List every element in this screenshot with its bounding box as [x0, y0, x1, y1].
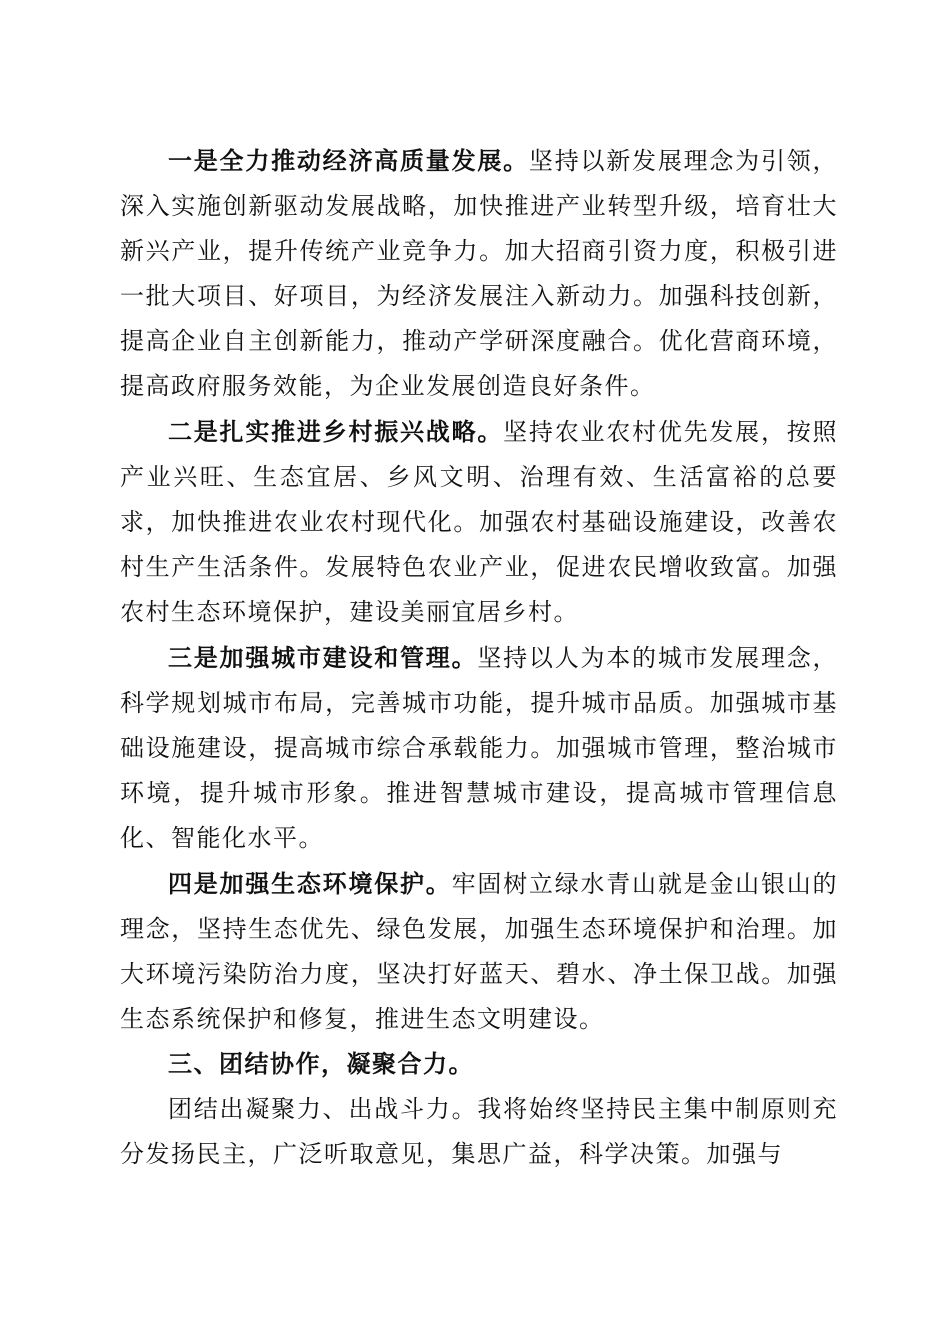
- paragraph-ecology: [120, 861, 838, 1042]
- paragraph-lead: 一是全力推动经济高质量发展。: [168, 146, 529, 175]
- document-body: [120, 138, 838, 1177]
- paragraph-text: 坚持以人为本的城市发展理念，科学规划城市布局，完善城市功能，提升城市品质。加强城市基础设施建设，提高城市综合承载能力。加强城市管理，整治城市环境，提升城市形象。推进智慧城市建设，提高城市管理信息化、智能化水平。: [120, 644, 838, 852]
- paragraph-urban: [120, 635, 838, 861]
- paragraph-economy: [120, 138, 838, 409]
- paragraph-lead: 四是加强生态环境保护。: [168, 869, 452, 898]
- paragraph-rural: [120, 409, 838, 635]
- paragraph-lead: 二是扎实推进乡村振兴战略。: [168, 417, 504, 446]
- paragraph-text: 坚持以新发展理念为引领，深入实施创新驱动发展战略，加快推进产业转型升级，培育壮大新兴产业，提升传统产业竞争力。加大招商引资力度，积极引进一批大项目、好项目，为经济发展注入新动力。加强科技创新，提高企业自主创新能力，推动产学研深度融合。优化营商环境，提高政府服务效能，为企业发展创造良好条件。: [120, 147, 839, 400]
- paragraph-text: 坚持农业农村优先发展，按照产业兴旺、生态宜居、乡风文明、治理有效、生活富裕的总要求，加快推进农业农村现代化。加强农村基础设施建设，改善农村生产生活条件。发展特色农业产业，促进农民增收致富。加强农村生态环境保护，建设美丽宜居乡村。: [120, 418, 838, 626]
- paragraph-unity: 团结出凝聚力、出战斗力。我将始终坚持民主集中制原则充分发扬民主，广泛听取意见，集思广益，科学决策。加强与: [120, 1095, 838, 1168]
- section-heading: 三、团结协作，凝聚合力。: [168, 1050, 474, 1078]
- paragraph-lead: 三是加强城市建设和管理。: [168, 643, 478, 672]
- paragraph-text: 牢固树立绿水青山就是金山银山的理念，坚持生态优先、绿色发展，加强生态环境保护和治理。加大环境污染防治力度，坚决打好蓝天、碧水、净土保卫战。加强生态系统保护和修复，推进生态文明建设。: [120, 870, 839, 1033]
